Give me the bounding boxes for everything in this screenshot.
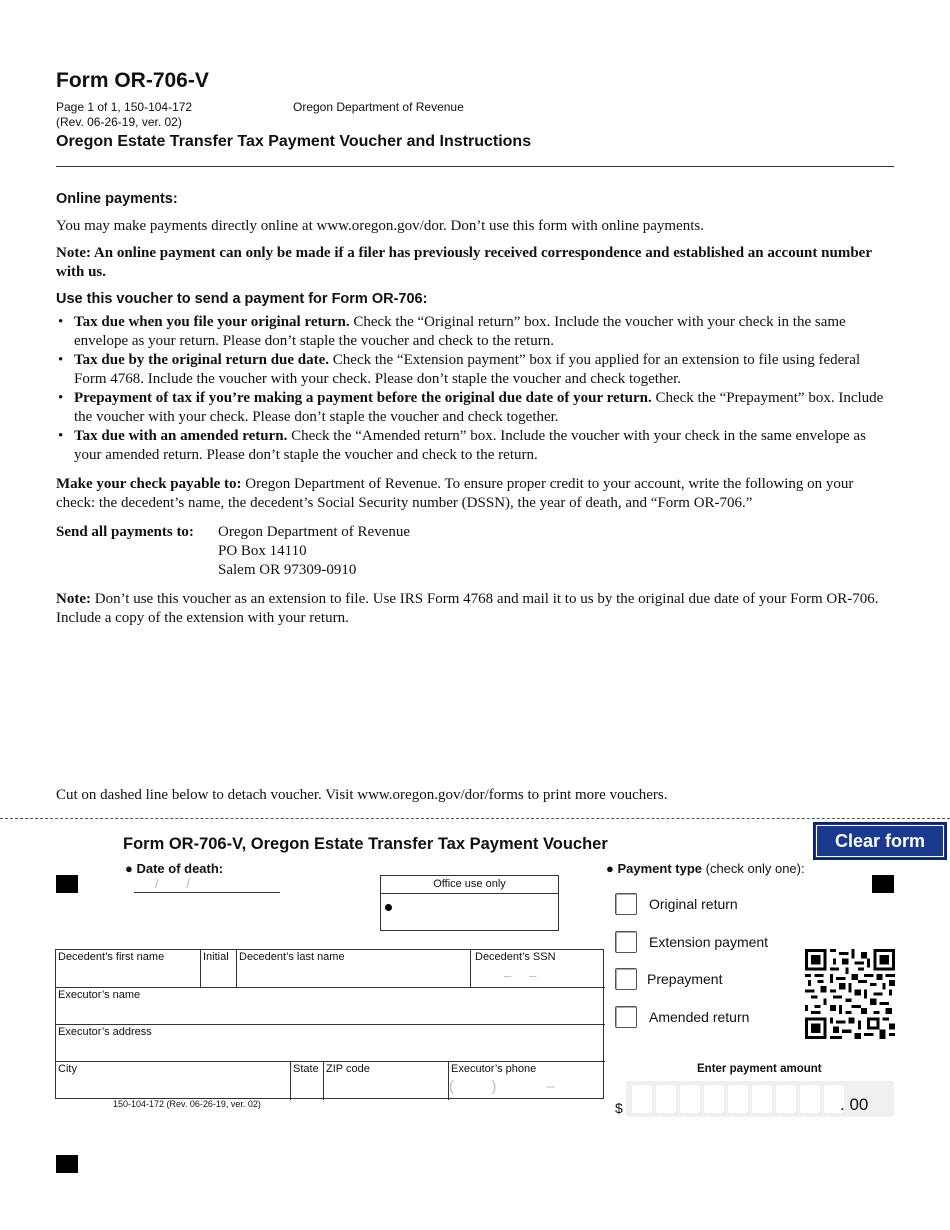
page-info <box>56 100 192 130</box>
ssn-separators: – – <box>504 968 537 983</box>
last-name-label: Decedent’s last name <box>239 951 345 963</box>
initial-field[interactable] <box>201 950 237 988</box>
zip-field[interactable] <box>324 1062 449 1100</box>
initial-label: Initial <box>203 951 229 963</box>
mailing-address <box>56 523 894 580</box>
clear-form-button[interactable]: Clear form <box>813 822 947 860</box>
executor-name-field[interactable] <box>56 988 605 1025</box>
option-prepayment[interactable] <box>615 968 722 990</box>
list-item: • Prepayment of tax if you’re making a payment before the original due date of your return. Check the “Prepayment” box. Include the voucher with your check. Please don’t staple the voucher and check together. <box>56 389 894 427</box>
address-line: Salem OR 97309-0910 <box>218 562 357 578</box>
date-of-death-label: ● Date of death: <box>125 861 224 876</box>
extension-note: Note: Don’t use this voucher as an extension to file. Use IRS Form 4768 and mail it to us by the original due date of your Form OR-706. Include a copy of the extension with your return. <box>56 591 879 626</box>
last-name-field[interactable] <box>237 950 471 988</box>
bullet-icon <box>385 904 392 911</box>
executor-phone-label: Executor’s phone <box>451 1063 537 1075</box>
payable-text: Make your check payable to: Oregon Department of Revenue. To ensure proper credit to your account, write the following on your check: the decedent’s name, the decedent’s Social Security number (DSSN), the year of death, and “Form OR-706.” <box>56 476 854 511</box>
form-title: Form OR-706-V <box>56 69 209 92</box>
decedent-info-grid <box>55 949 604 1099</box>
online-text: You may make payments directly online at www.oregon.gov/dor. Don’t use this form with online payments. <box>56 218 704 234</box>
instructions <box>56 190 894 628</box>
cut-line <box>0 818 950 819</box>
cut-instruction: Cut on dashed line below to detach voucher. Visit www.oregon.gov/dor/forms to print more vouchers. <box>56 787 668 803</box>
checkbox-extension-payment[interactable] <box>615 931 637 953</box>
amount-digit <box>752 1085 772 1113</box>
amount-cents: . 00 <box>840 1095 869 1114</box>
ssn-field[interactable] <box>471 950 605 988</box>
zip-label: ZIP code <box>326 1063 370 1075</box>
ssn-label: Decedent’s SSN <box>475 951 556 963</box>
city-label: City <box>58 1063 77 1075</box>
checkbox-original-return[interactable] <box>615 893 637 915</box>
option-label: Original return <box>649 896 738 912</box>
option-amended-return[interactable] <box>615 1006 749 1028</box>
header-divider <box>56 166 894 167</box>
page-title: Oregon Estate Transfer Tax Payment Voucher and Instructions <box>56 133 532 150</box>
list-item: • Tax due with an amended return. Check the “Amended return” box. Include the voucher with your check in the same envelope as your amended return. Please don’t staple the voucher and check to the return. <box>56 427 894 465</box>
date-of-death-input[interactable] <box>134 892 280 893</box>
amount-digit <box>776 1085 796 1113</box>
office-use-label: Office use only <box>381 876 558 894</box>
address-line: Oregon Department of Revenue <box>218 524 411 540</box>
send-label: Send all payments to: <box>56 524 194 540</box>
amount-digit <box>656 1085 676 1113</box>
amount-label: Enter payment amount <box>697 1063 822 1075</box>
voucher-title: Form OR-706-V, Oregon Estate Transfer Tax Payment Voucher <box>123 835 608 853</box>
payment-type-hint: (check only one): <box>702 861 805 876</box>
amount-digit <box>680 1085 700 1113</box>
option-label: Extension payment <box>649 934 769 950</box>
page-info-line2: (Rev. 06-26-19, ver. 02) <box>56 115 182 129</box>
executor-name-label: Executor’s name <box>58 989 141 1001</box>
amount-digit <box>728 1085 748 1113</box>
date-separators: / / <box>155 876 190 891</box>
registration-mark <box>56 1155 78 1173</box>
list-item: • Tax due when you file your original return. Check the “Original return” box. Include the voucher with your check in the same envelope as your return. Please don’t staple the voucher and check to the return. <box>56 313 894 351</box>
payment-type-bold: ● Payment type <box>606 861 702 876</box>
city-field[interactable] <box>56 1062 291 1100</box>
registration-mark <box>56 875 78 893</box>
amount-digit <box>800 1085 820 1113</box>
currency-symbol: $ <box>615 1100 623 1116</box>
option-label: Amended return <box>649 1009 750 1025</box>
state-field[interactable] <box>291 1062 324 1100</box>
option-extension-payment[interactable] <box>615 931 768 953</box>
list-item: • Tax due by the original return due date. Check the “Extension payment” box if you applied for an extension to file using federal Form 4768. Include the voucher with your check. Please don’t staple the voucher and check together. <box>56 351 894 389</box>
option-original-return[interactable] <box>615 893 738 915</box>
address-line: PO Box 14110 <box>218 543 307 559</box>
department-name: Oregon Department of Revenue <box>293 100 464 114</box>
first-name-field[interactable] <box>56 950 201 988</box>
executor-address-field[interactable] <box>56 1025 605 1062</box>
voucher-heading: Use this voucher to send a payment for Form OR-706: <box>56 291 428 307</box>
checkbox-amended-return[interactable] <box>615 1006 637 1028</box>
state-label: State <box>293 1063 319 1075</box>
revision-footer: 150-104-172 (Rev. 06-26-19, ver. 02) <box>113 1099 261 1109</box>
office-use-box <box>380 875 559 931</box>
option-label: Prepayment <box>647 971 723 987</box>
online-note: Note: An online payment can only be made if a filer has previously received correspondence and established an account number with us. <box>56 245 872 280</box>
page-info-line1: Page 1 of 1, 150-104-172 <box>56 100 193 114</box>
amount-digit <box>704 1085 724 1113</box>
amount-digit <box>632 1085 652 1113</box>
checkbox-prepayment[interactable] <box>615 968 637 990</box>
online-heading: Online payments: <box>56 191 178 207</box>
qr-code-icon <box>805 949 895 1039</box>
instruction-list <box>56 313 894 465</box>
registration-mark <box>872 875 894 893</box>
payment-type-label <box>606 861 805 876</box>
executor-address-label: Executor’s address <box>58 1026 152 1038</box>
first-name-label: Decedent’s first name <box>58 951 165 963</box>
phone-separators: ( ) – <box>449 1078 555 1095</box>
